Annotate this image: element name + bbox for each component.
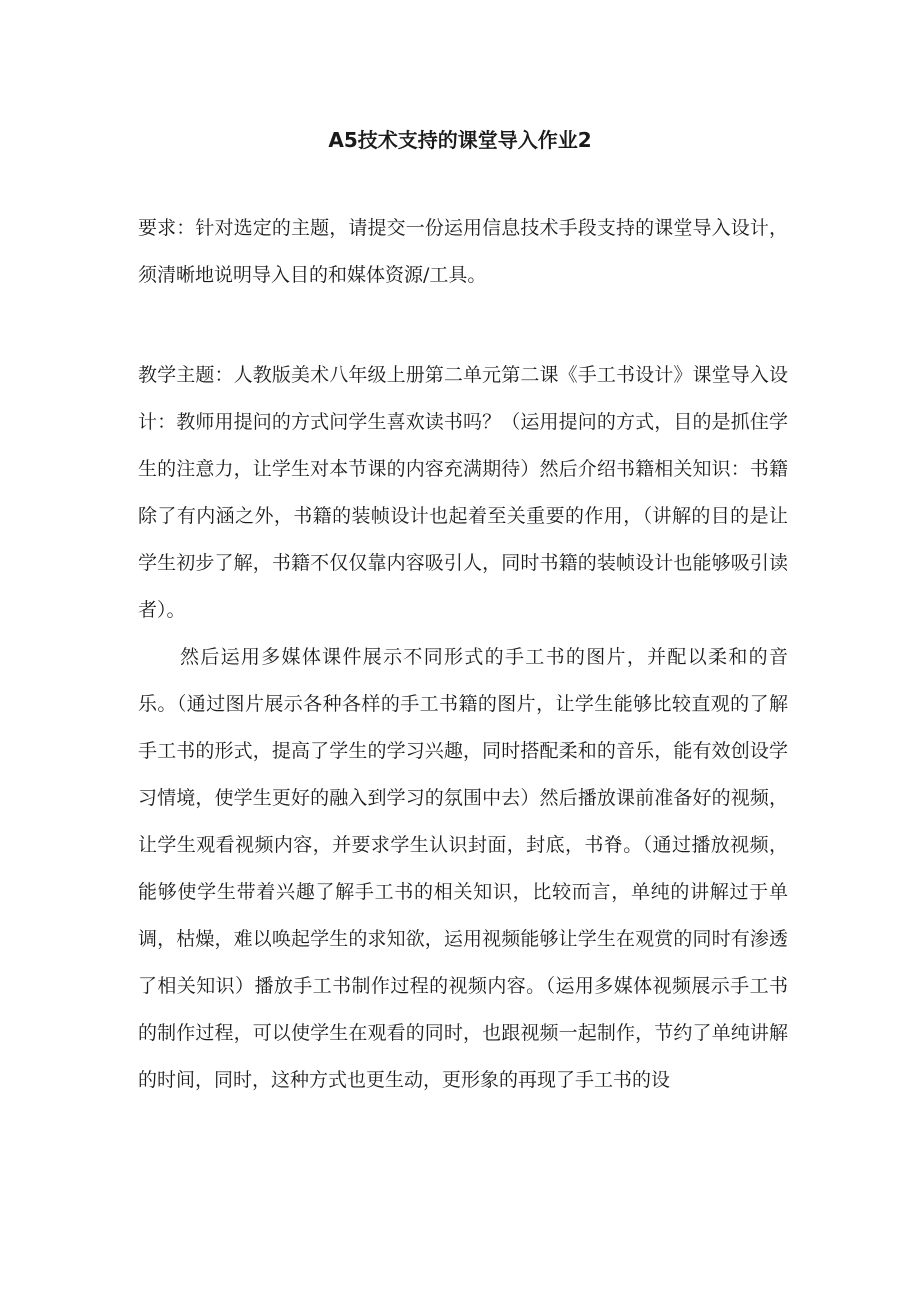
requirement-paragraph: 要求：针对选定的主题，请提交一份运用信息技术手段支持的课堂导入设计，须清晰地说明导入目的和媒体资源/工具。 xyxy=(138,217,788,286)
topic-paragraph: 教学主题：人教版美术八年级上册第二单元第二课《手工书设计》课堂导入设计：教师用提问的方式问学生喜欢读书吗？（运用提问的方式，目的是抓住学生的注意力，让学生对本节课的内容充满期待）然后介绍书籍相关知识：书籍除了有内涵之外，书籍的装帧设计也起着至关重要的作用，（讲解的目的是让学生初步了解，书籍不仅仅靠内容吸引人，同时书籍的装帧设计也能够吸引读者）。 xyxy=(138,364,788,621)
document-title: A5技术支持的课堂导入作业2 xyxy=(328,128,592,152)
media-paragraph: 然后运用多媒体课件展示不同形式的手工书的图片，并配以柔和的音乐。（通过图片展示各种各样的手工书籍的图片，让学生能够比较直观的了解手工书的形式，提高了学生的学习兴趣，同时搭配柔和的音乐，能有效创设学习情境，使学生更好的融入到学习的氛围中去）然后播放课前准备好的视频，让学生观看视频内容，并要求学生认识封面，封底，书脊。（通过播放视频，能够使学生带着兴趣了解手工书的相关知识，比较而言，单纯的讲解过于单调，枯燥，难以唤起学生的求知欲，运用视频能够让学生在观赏的同时有渗透了相关知识）播放手工书制作过程的视频内容。（运用多媒体视频展示手工书的制作过程，可以使学生在观看的同时，也跟视频一起制作，节约了单纯讲解的时间，同时，这种方式也更生动，更形象的再现了手工书的设 xyxy=(138,646,788,1091)
